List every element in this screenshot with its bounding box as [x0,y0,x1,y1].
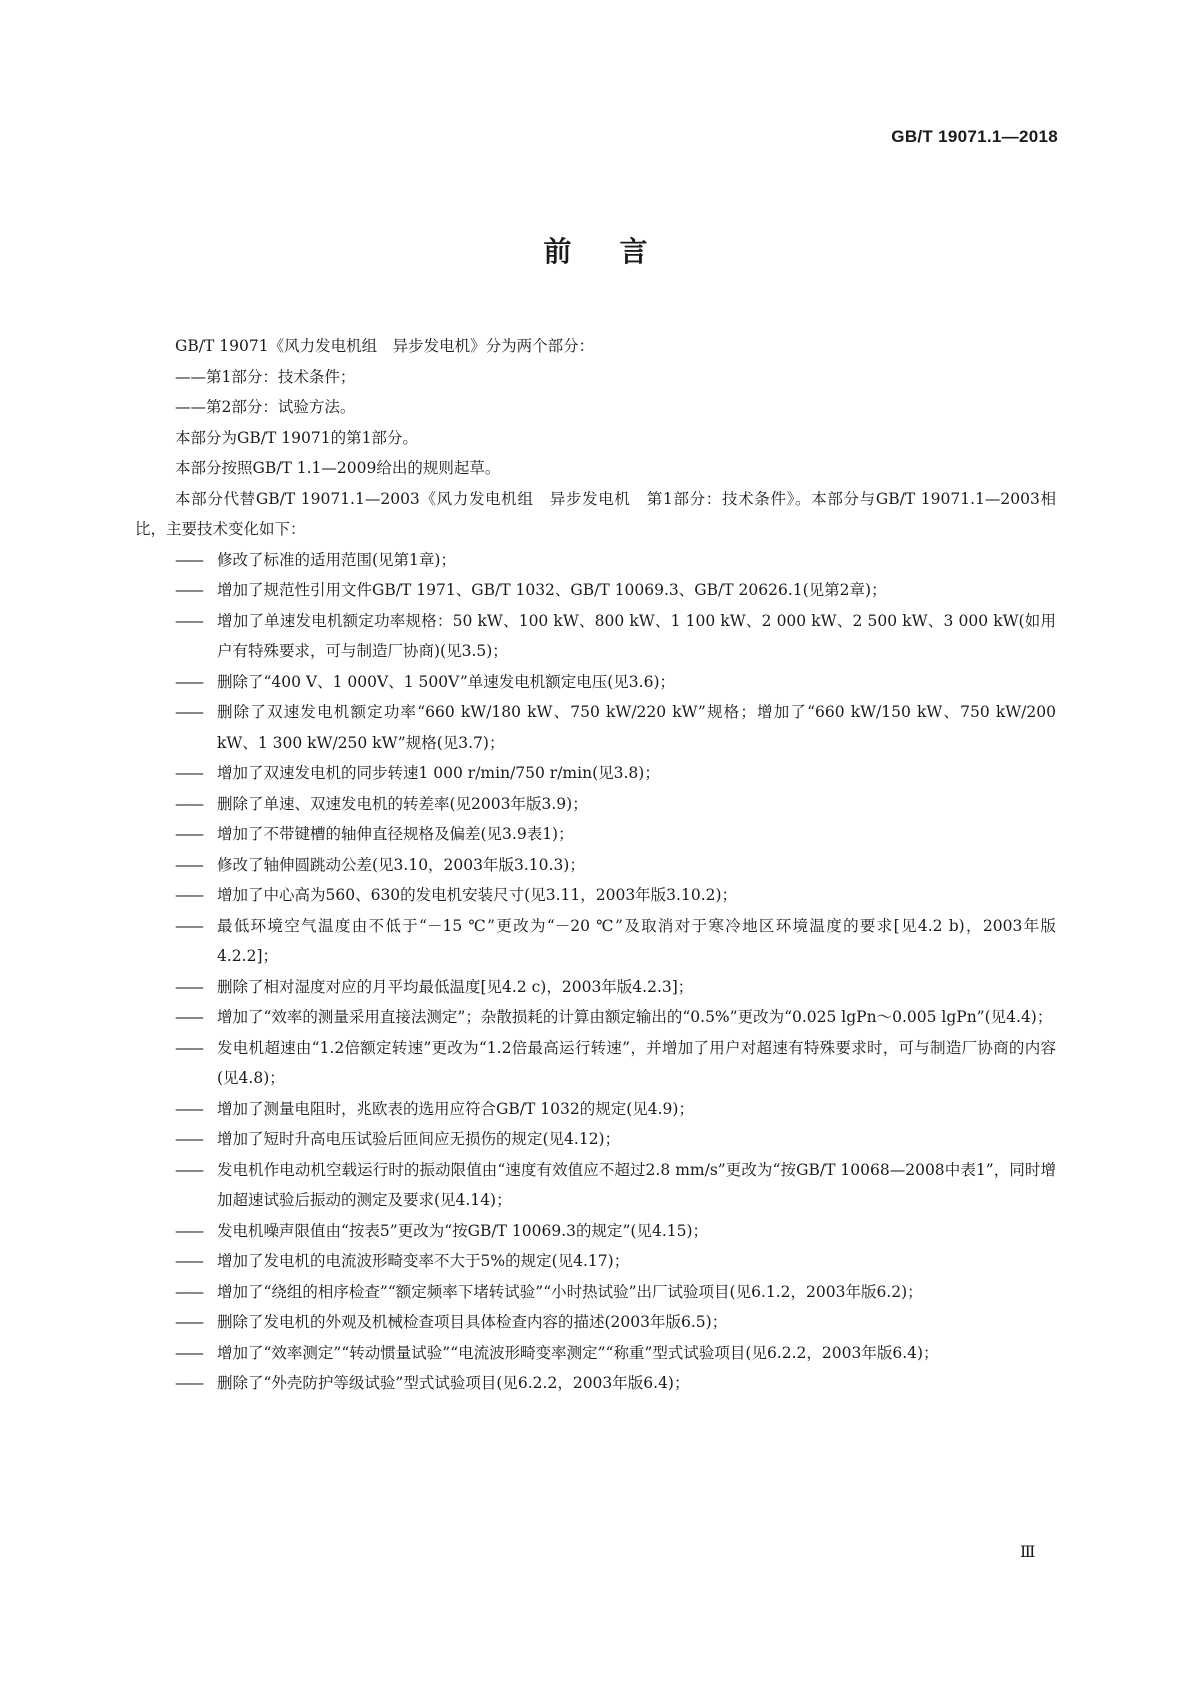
list-item [135,545,1056,576]
dash-marker: —— [175,825,202,843]
list-item [135,1277,1056,1308]
list-item-text: 增加了短时升高电压试验后匝间应无损伤的规定(见4.12)； [217,1130,621,1148]
list-item-text: 发电机超速由“1.2倍额定转速”更改为“1.2倍最高运行转速”，并增加了用户对超速有特殊要求时，可与制造厂协商的内容(见4.8)； [217,1038,1056,1087]
list-item-text: 增加了规范性引用文件GB/T 1971、GB/T 1032、GB/T 10069.3、GB/T 20626.1(见第2章)； [217,581,887,599]
list-item [135,850,1056,881]
list-item-text: 修改了轴伸圆跳动公差(见3.10，2003年版3.10.3)； [217,855,585,874]
list-item-text: 增加了“效率测定”“转动惯量试验”“电流波形畸变率测定”“称重”型式试验项目(见6.2.2，2003年版6.4)； [217,1343,939,1362]
list-item [135,789,1056,820]
dash-marker: —— [175,764,202,782]
list-item-text: 增加了发电机的电流波形畸变率不大于5%的规定(见4.17)； [217,1252,630,1270]
list-item-text: 最低环境空气温度由不低于“－15 ℃”更改为“－20 ℃”及取消对于寒冷地区环境温度的要求[见4.2 b)，2003年版4.2.2]； [217,916,1056,965]
list-item [135,1216,1056,1247]
list-item-text: 删除了“外壳防护等级试验”型式试验项目(见6.2.2，2003年版6.4)； [217,1374,690,1392]
paragraph: 本部分代替GB/T 19071.1—2003《风力发电机组 异步发电机 第1部分：技术条件》。本部分与GB/T 19071.1—2003相比，主要技术变化如下： [135,489,1056,538]
list-item-text: 增加了不带键槽的轴伸直径规格及偏差(见3.9表1)； [217,825,574,843]
dash-marker: —— [175,1130,202,1148]
list-item-text: 发电机作电动机空载运行时的振动限值由“速度有效值应不超过2.8 mm/s”更改为“按GB/T 10068—2008中表1”，同时增加超速试验后振动的测定及要求(见4.14)； [217,1160,1056,1209]
dash-marker: —— [175,794,202,813]
page-title: 前言 [543,235,696,268]
list-item-text: 发电机噪声限值由“按表5”更改为“按GB/T 10069.3的规定”(见4.15)； [217,1221,709,1240]
list-item-text: 修改了标准的适用范围(见第1章)； [217,550,456,569]
list-item [135,819,1056,850]
dash-marker: —— [175,886,202,904]
dash-marker: —— [175,1374,202,1392]
list-item [135,1368,1056,1399]
paragraph: ——第2部分：试验方法。 [175,398,356,416]
dash-marker: —— [175,916,202,935]
dash-marker: —— [175,1343,202,1362]
list-item [135,1002,1056,1033]
dash-marker: —— [175,581,202,599]
paragraph: GB/T 19071《风力发电机组 异步发电机》分为两个部分： [175,337,595,355]
paragraph: 本部分按照GB/T 1.1—2009给出的规则起草。 [175,459,501,477]
dash-marker: —— [175,1038,202,1057]
list-item [135,1124,1056,1155]
list-item-text: 删除了双速发电机额定功率“660 kW/180 kW、750 kW/220 kW”规格；增加了“660 kW/150 kW、750 kW/200 kW、1 300 kW/250 kW”规格(见3.7)； [217,703,1056,752]
paragraph: ——第1部分：技术条件； [175,367,356,386]
list-item-text: 增加了测量电阻时，兆欧表的选用应符合GB/T 1032的规定(见4.9)； [217,1099,694,1118]
list-item [135,880,1056,911]
dash-marker: —— [175,611,202,630]
list-item-text: 增加了“效率的测量采用直接法测定”；杂散损耗的计算由额定输出的“0.5%”更改为“0.025 lgPn～0.005 lgPn”(见4.4)； [217,1008,1053,1026]
list-item [135,697,1056,758]
list-item [135,606,1056,667]
foreword-body [135,331,1056,1399]
paragraph: 本部分为GB/T 19071的第1部分。 [175,428,418,447]
dash-marker: —— [175,1313,202,1331]
list-item [135,1307,1056,1338]
list-item [135,1033,1056,1094]
dash-marker: —— [175,1160,202,1179]
list-item [135,1094,1056,1125]
list-item [135,1155,1056,1216]
dash-marker: —— [175,1252,202,1270]
dash-marker: —— [175,1282,202,1301]
standard-code: GB/T 19071.1—2018 [891,127,1058,146]
dash-marker: —— [175,1008,202,1026]
list-item-text: 删除了“400 V、1 000V、1 500V”单速发电机额定电压(见3.6)； [217,672,676,691]
dash-marker: —— [175,855,202,874]
list-item [135,667,1056,698]
list-item-text: 删除了单速、双速发电机的转差率(见2003年版3.9)； [217,794,588,813]
dash-marker: —— [175,703,202,721]
dash-marker: —— [175,977,202,996]
list-item [135,575,1056,606]
list-item-text: 删除了发电机的外观及机械检查项目具体检查内容的描述(2003年版6.5)； [217,1313,728,1331]
list-item [135,1246,1056,1277]
list-item-text: 删除了相对湿度对应的月平均最低温度[见4.2 c)，2003年版4.2.3]； [217,977,694,996]
technical-changes-list [135,545,1056,1399]
page-number: Ⅲ [1020,1542,1036,1561]
list-item [135,911,1056,972]
list-item [135,758,1056,789]
list-item-text: 增加了单速发电机额定功率规格：50 kW、100 kW、800 kW、1 100 kW、2 000 kW、2 500 kW、3 000 kW(如用户有特殊要求，可与制造厂协商)(见3.5)； [217,611,1056,660]
list-item [135,972,1056,1003]
list-item-text: 增加了双速发电机的同步转速1 000 r/min/750 r/min(见3.8)； [217,764,660,782]
list-item [135,1338,1056,1369]
list-item-text: 增加了中心高为560、630的发电机安装尺寸(见3.11，2003年版3.10.2)； [217,886,738,904]
dash-marker: —— [175,672,202,691]
dash-marker: —— [175,550,202,569]
dash-marker: —— [175,1221,202,1240]
list-item-text: 增加了“绕组的相序检查”“额定频率下堵转试验”“小时热试验”出厂试验项目(见6.1.2，2003年版6.2)； [217,1282,923,1301]
dash-marker: —— [175,1099,202,1118]
